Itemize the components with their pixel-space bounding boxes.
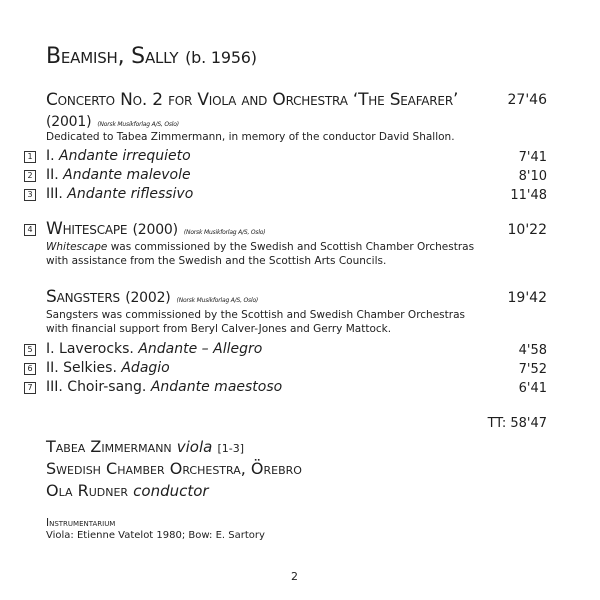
track-duration: 7'41 — [518, 150, 547, 165]
track-prefix: II. — [46, 167, 59, 183]
performer-role: conductor — [133, 482, 209, 500]
performer-tracks: [1-3] — [217, 442, 245, 455]
track-number-box: 7 — [24, 382, 36, 394]
note-line: was commissioned by the Swedish and Scottish Chamber Orchestras — [110, 241, 475, 253]
performer-soloist — [46, 436, 244, 460]
work-year-line-concerto — [46, 111, 179, 131]
track-tempo: Andante maestoso — [150, 379, 283, 395]
track-row[interactable] — [27, 341, 263, 357]
performer-name: Swedish Chamber Orchestra, Örebro — [46, 459, 302, 478]
track-row[interactable] — [27, 167, 191, 183]
total-time: TT: 58'47 — [487, 416, 547, 431]
track-prefix: I. — [46, 148, 55, 164]
work-duration-concerto: 27'46 — [507, 92, 547, 108]
track-duration: 8'10 — [518, 169, 547, 184]
track-number-box: 1 — [24, 151, 36, 163]
publisher: (Norsk Musikforlag A/S, Oslo) — [97, 121, 179, 128]
track-duration: 4'58 — [518, 343, 547, 358]
publisher: (Norsk Musikforlag A/S, Oslo) — [176, 297, 259, 304]
performer-role: viola — [176, 438, 213, 456]
track-tempo: Andante riflessivo — [67, 186, 194, 202]
performer-name: Tabea Zimmermann — [46, 437, 172, 456]
performer-conductor — [46, 480, 209, 502]
note-line: with assistance from the Swedish and the Scottish Arts Councils. — [46, 255, 387, 267]
work-note-concerto: Dedicated to Tabea Zimmermann, in memory of the conductor David Shallon. — [46, 131, 455, 143]
work-year: (2002) — [125, 290, 171, 306]
instrumentarium-text: Viola: Etienne Vatelot 1980; Bow: E. Sartory — [46, 530, 265, 541]
note-line: with financial support from Beryl Calver-Jones and Gerry Mattock. — [46, 323, 392, 335]
track-duration: 7'52 — [518, 362, 547, 377]
track-number-box: 6 — [24, 363, 36, 375]
composer-heading — [46, 44, 257, 69]
work-year: (2001) — [46, 114, 92, 130]
instrumentarium-heading: Instrumentarium — [46, 517, 116, 529]
work-duration-whitescape: 10'22 — [507, 222, 547, 238]
track-tempo: Andante irrequieto — [59, 148, 191, 164]
page-number: 2 — [291, 570, 298, 583]
track-tempo: Andante malevole — [63, 167, 191, 183]
work-title-concerto: Concerto No. 2 for Viola and Orchestra ‘The Seafarer’ — [46, 90, 459, 110]
work-title-whitescape[interactable] — [27, 219, 266, 239]
work-year: (2000) — [132, 222, 178, 238]
track-tempo: Adagio — [121, 360, 170, 376]
track-prefix: II. Selkies. — [46, 360, 117, 376]
work-title-sangsters — [46, 287, 258, 307]
track-number-box: 2 — [24, 170, 36, 182]
track-prefix: III. Choir-sang. — [46, 379, 147, 395]
note-italic-title: Whitescape — [46, 241, 108, 253]
work-note-whitescape — [46, 240, 474, 254]
track-prefix: I. Laverocks. — [46, 341, 134, 357]
track-row[interactable] — [27, 360, 170, 376]
performer-orchestra — [46, 458, 302, 480]
track-row[interactable] — [27, 186, 194, 202]
note-line: Sangsters was commissioned by the Scottish and Swedish Chamber Orchestras — [46, 309, 465, 321]
composer-name: Beamish, Sally — [46, 44, 179, 69]
work-title: Whitescape — [46, 219, 128, 239]
track-row[interactable] — [27, 379, 283, 395]
track-prefix: III. — [46, 186, 63, 202]
performer-name: Ola Rudner — [46, 481, 129, 500]
publisher: (Norsk Musikforlag A/S, Oslo) — [183, 229, 266, 236]
track-duration: 6'41 — [518, 381, 547, 396]
work-duration-sangsters: 19'42 — [507, 290, 547, 306]
work-title: Sangsters — [46, 287, 120, 307]
track-row[interactable] — [27, 148, 191, 164]
track-number-box: 5 — [24, 344, 36, 356]
track-number-box: 4 — [24, 224, 36, 236]
track-number-box: 3 — [24, 189, 36, 201]
track-tempo: Andante – Allegro — [138, 341, 263, 357]
composer-dates: (b. 1956) — [185, 48, 257, 67]
track-duration: 11'48 — [510, 188, 547, 203]
